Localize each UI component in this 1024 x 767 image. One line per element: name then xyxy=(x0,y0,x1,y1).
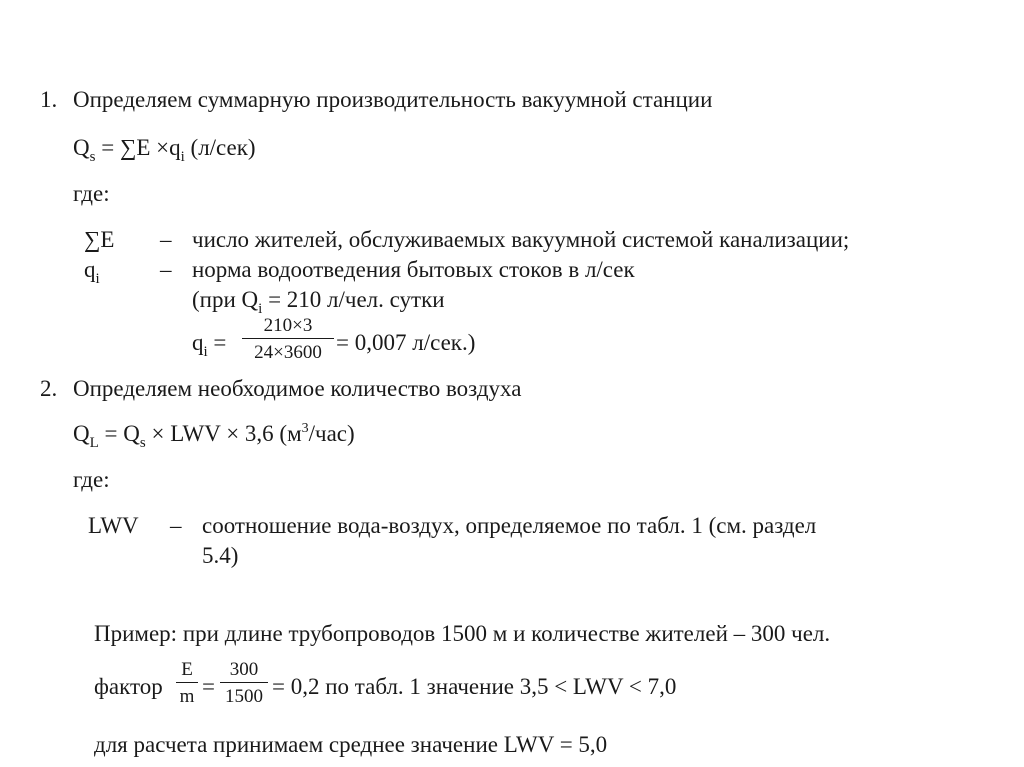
fraction-bar xyxy=(220,682,268,683)
calc-denominator: 24×3600 xyxy=(254,342,322,363)
note-sub: i xyxy=(258,301,263,317)
section1-title: Определяем суммарную производительность вакуумной станции xyxy=(73,87,713,112)
factor-label: фактор xyxy=(94,674,163,699)
formula-q-sub: i xyxy=(180,149,185,165)
frac-e: E xyxy=(181,659,193,680)
def2-symbol-main: q xyxy=(84,257,96,282)
frac-300: 300 xyxy=(229,659,259,680)
lwv-text-line2: 5.4) xyxy=(202,543,239,568)
unit-end: /час) xyxy=(308,421,355,446)
section1-where: где: xyxy=(73,181,110,206)
ql-eq: = Q xyxy=(104,421,140,446)
formula-lhs-sub: s xyxy=(89,149,96,165)
calc-result: = 0,007 л/сек.) xyxy=(336,330,476,355)
def2-text: норма водоотведения бытовых стоков в л/сек xyxy=(192,257,635,282)
def2-note xyxy=(192,287,445,317)
def1-text: число жителей, обслуживаемых вакуумной системой канализации; xyxy=(192,227,850,252)
calc-fraction xyxy=(242,316,334,362)
calc-lhs-main: q xyxy=(192,330,204,355)
fraction-bar xyxy=(242,338,334,339)
lwv-dash: – xyxy=(170,513,182,538)
calc-numerator: 210×3 xyxy=(263,315,313,336)
note-rest: = 210 л/чел. сутки xyxy=(268,287,445,312)
lwv-text-line1: соотношение вода-воздух, определяемое по табл. 1 (см. раздел xyxy=(202,513,817,538)
def1-dash: – xyxy=(160,227,172,252)
fraction-bar xyxy=(176,682,198,683)
example-line3: для расчета принимаем среднее значение LWV = 5,0 xyxy=(94,732,608,757)
factor-result: = 0,2 по табл. 1 значение 3,5 < LWV < 7,0 xyxy=(272,674,677,699)
formula-lhs: Q xyxy=(73,135,90,160)
section2-number: 2. xyxy=(40,376,58,401)
lwv-symbol: LWV xyxy=(88,513,139,538)
section1-formula xyxy=(73,135,256,165)
factor-eq: = xyxy=(202,674,215,699)
formula-body: = ∑E ×q xyxy=(101,135,181,160)
ql-rest: × LWV × 3,6 (м xyxy=(151,421,302,446)
formula-unit: (л/сек) xyxy=(190,135,256,160)
example-line1: Пример: при длине трубопроводов 1500 м и количестве жителей – 300 чел. xyxy=(94,621,831,646)
section1-number: 1. xyxy=(40,87,58,112)
frac-m: m xyxy=(179,686,195,707)
calc-lhs-sub: i xyxy=(203,344,208,360)
section2-title: Определяем необходимое количество воздуха xyxy=(73,376,522,401)
def2-symbol-sub: i xyxy=(95,271,100,287)
section2-where: где: xyxy=(73,467,110,492)
def2-dash: – xyxy=(160,257,172,282)
def1-symbol: ∑E xyxy=(84,227,115,252)
qs-sub: s xyxy=(139,435,146,451)
frac-e-m xyxy=(176,660,198,706)
section2-formula xyxy=(73,421,355,451)
note-open: (при Q xyxy=(192,287,259,312)
calc-lhs xyxy=(192,330,227,360)
unit-sup: 3 xyxy=(301,421,309,436)
ql-main: Q xyxy=(73,421,90,446)
def2-symbol xyxy=(84,257,100,287)
frac-300-1500 xyxy=(220,660,268,706)
ql-sub: L xyxy=(89,435,99,451)
calc-eq: = xyxy=(213,330,227,355)
frac-1500: 1500 xyxy=(225,686,263,707)
